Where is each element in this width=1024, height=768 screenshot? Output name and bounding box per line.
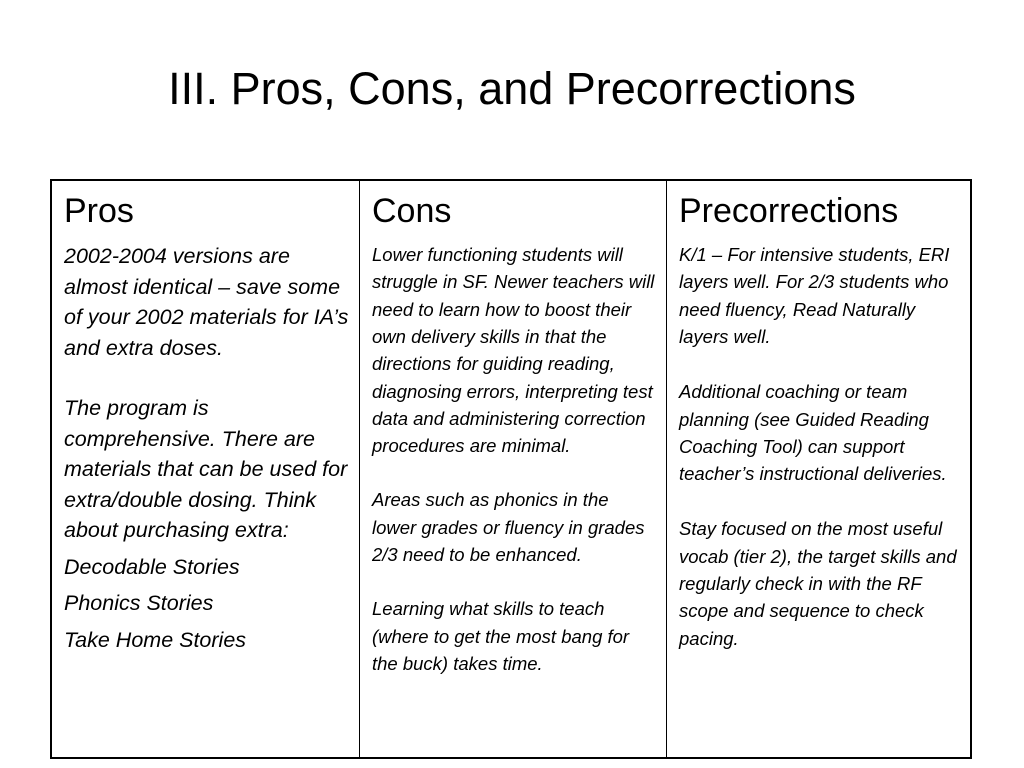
pros-heading: Pros	[64, 192, 134, 230]
pros-cons-table	[50, 179, 972, 759]
precorrections-paragraph: Stay focused on the most useful vocab (tier 2), the target skills and regularly check in with the RF scope and sequence to check pacing.	[679, 518, 957, 649]
pros-paragraph: The program is comprehensive. There are materials that can be used for extra/double dosing. Think about purchasing extra:	[64, 396, 348, 543]
precorrections-column	[667, 181, 970, 757]
pros-list-item: Phonics Stories	[64, 591, 214, 616]
pros-list-item: Decodable Stories	[64, 554, 240, 579]
cons-column	[360, 181, 667, 757]
precorrections-paragraph: K/1 – For intensive students, ERI layers well. For 2/3 students who need fluency, Read Naturally layers well.	[679, 244, 950, 347]
cons-heading: Cons	[372, 192, 452, 230]
cons-paragraph: Lower functioning students will struggle in SF. Newer teachers will need to learn how to boost their own delivery skills in that the directions for guiding reading, diagnosing errors, interpreting test data and administering correction procedures are minimal.	[372, 244, 655, 457]
pros-column	[52, 181, 360, 757]
cons-paragraph: Learning what skills to teach (where to get the most bang for the buck) takes time.	[372, 598, 630, 674]
precorrections-heading: Precorrections	[679, 192, 899, 230]
cons-paragraph: Areas such as phonics in the lower grades or fluency in grades 2/3 need to be enhanced.	[372, 489, 645, 566]
slide-title: III. Pros, Cons, and Precorrections	[168, 63, 856, 114]
precorrections-paragraph: Additional coaching or team planning (see Guided Reading Coaching Tool) can support teacher’s instructional deliveries.	[679, 381, 947, 485]
pros-paragraph: 2002-2004 versions are almost identical – save some of your 2002 materials for IA’s and extra doses.	[64, 244, 349, 360]
pros-list-item: Take Home Stories	[64, 627, 247, 652]
